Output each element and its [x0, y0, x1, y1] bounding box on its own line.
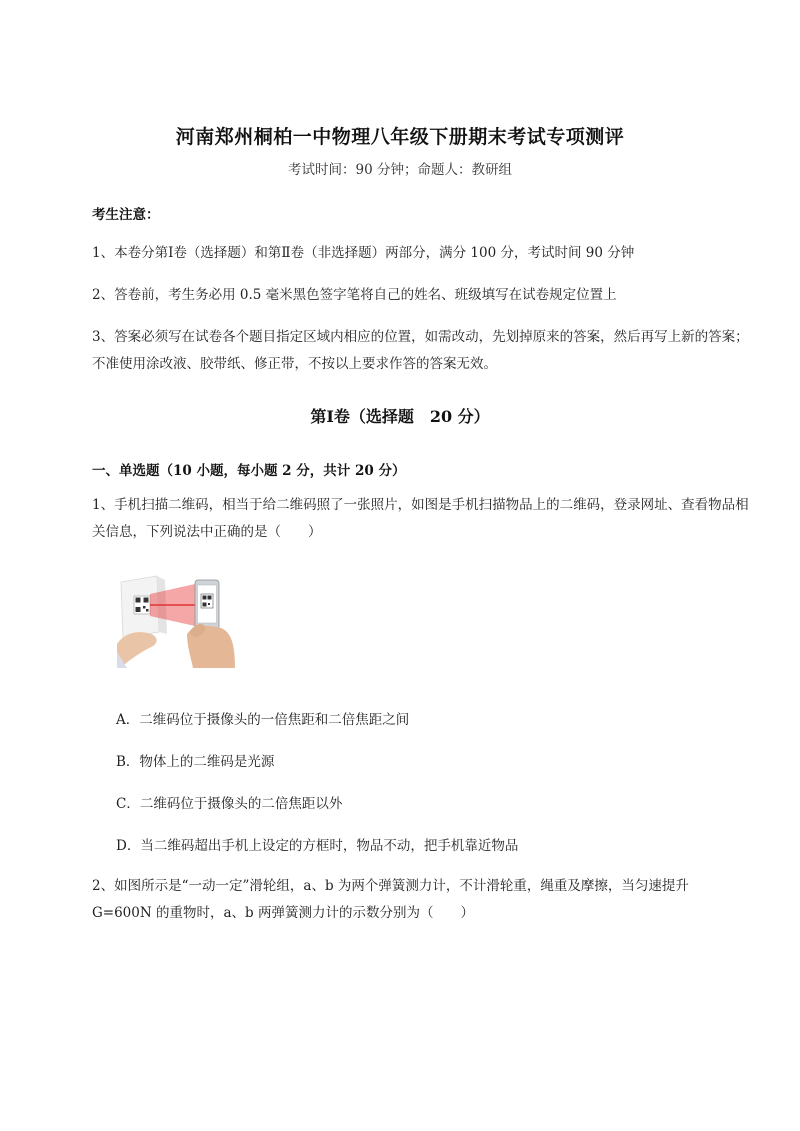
- question-2-stem: 2、如图所示是“一动一定”滑轮组，a、b 为两个弹簧测力计，不计滑轮重，绳重及摩擦，当匀速提升 G=600N 的重物时，a、b 两弹簧测力计的示数分别为（ ）: [92, 878, 689, 921]
- notice-item-2: 2、答卷前，考生务必用 0.5 毫米黑色签字笔将自己的姓名、班级填写在试卷规定位置上: [92, 287, 617, 303]
- question-1-option-a: A．二维码位于摄像头的一倍焦距和二倍焦距之间: [116, 712, 410, 728]
- notice-item-3: 3、答案必须写在试卷各个题目指定区域内相应的位置，如需改动，先划掉原来的答案，然后再写上新的答案；不准使用涂改液、胶带纸、修正带，不按以上要求作答的答案无效。: [92, 329, 749, 372]
- exam-title: 河南郑州桐柏一中物理八年级下册期末考试专项测评: [175, 126, 625, 148]
- question-1-stem: 1、手机扫描二维码，相当于给二维码照了一张照片，如图是手机扫描物品上的二维码，登录网址、查看物品相关信息，下列说法中正确的是（ ）: [92, 497, 749, 540]
- question-1-option-c: C．二维码位于摄像头的二倍焦距以外: [116, 796, 343, 812]
- question-1-option-b: B．物体上的二维码是光源: [116, 754, 275, 770]
- notice-item-1: 1、本卷分第Ⅰ卷（选择题）和第Ⅱ卷（非选择题）两部分，满分 100 分，考试时间 90 分钟: [92, 245, 635, 261]
- section-title: 第Ⅰ卷（选择题 20 分）: [310, 407, 490, 426]
- question-1-option-d: D．当二维码超出手机上设定的方框时，物品不动，把手机靠近物品: [116, 838, 519, 854]
- exam-subtitle: 考试时间：90 分钟；命题人：教研组: [288, 162, 512, 178]
- qr-scan-photo: [117, 574, 235, 668]
- notice-heading: 考生注意：: [92, 207, 160, 223]
- group-title: 一、单选题（10 小题，每小题 2 分，共计 20 分）: [92, 463, 406, 479]
